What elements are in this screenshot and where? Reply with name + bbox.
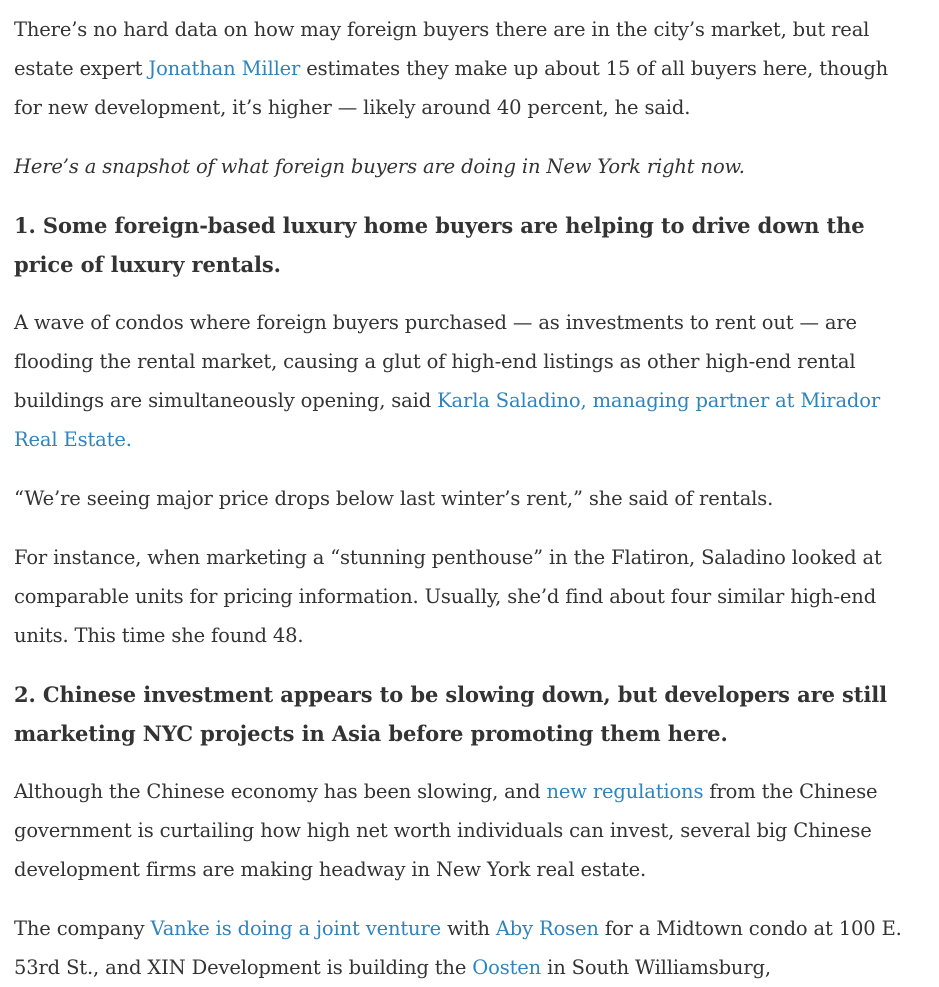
- link-aby-rosen[interactable]: Aby Rosen: [495, 917, 599, 940]
- paragraph-flatiron-penthouse: For instance, when marketing a “stunning penthouse” in the Flatiron, Saladino looked at comparable units for pricing information. Usually, she’d find about four similar high-end units. This time she found 48.: [14, 546, 882, 647]
- link-vanke-joint-venture[interactable]: Vanke is doing a joint venture: [150, 917, 442, 940]
- link-oosten[interactable]: Oosten: [472, 956, 542, 979]
- link-new-regulations[interactable]: new regulations: [546, 780, 704, 803]
- paragraph-text: The company: [14, 917, 151, 940]
- paragraph-vanke-xin: [14, 909, 917, 987]
- paragraph-text: estimates they make up about 15 of all buyers here, though for new development, it’s higher — likely around 40 percent, he said.: [14, 57, 889, 119]
- paragraph-chinese-economy: [14, 772, 917, 889]
- paragraph-text: There’s no hard data on how may foreign buyers there are in the city’s market, but real estate expert: [14, 18, 870, 80]
- paragraph-condo-wave: [14, 303, 917, 459]
- paragraph-text: A wave of condos where foreign buyers purchased — as investments to rent out — are flooding the rental market, causing a glut of high-end listings as other high-end rental buildings are simultaneously opening, said: [14, 311, 857, 412]
- paragraph-text: in South Williamsburg,: [541, 956, 771, 979]
- link-jonathan-miller[interactable]: Jonathan Miller: [148, 57, 301, 80]
- intro-italic-text: Here’s a snapshot of what foreign buyers are doing in New York right now.: [14, 155, 745, 178]
- link-karla-saladino[interactable]: Karla Saladino, managing partner at Mirador Real Estate.: [14, 389, 881, 451]
- paragraph-foreign-buyers-estimate: [14, 10, 917, 127]
- paragraph-text: for a Midtown condo at 100 E. 53rd St., and XIN Development is building the: [14, 917, 902, 979]
- paragraph-text: Although the Chinese economy has been slowing, and: [14, 780, 547, 803]
- paragraph-text: from the Chinese government is curtailing how high net worth individuals can invest, several big Chinese development firms are making headway in New York real estate.: [14, 780, 878, 881]
- paragraph-quote-price-drops: “We’re seeing major price drops below last winter’s rent,” she said of rentals.: [14, 487, 774, 510]
- section-heading-chinese-investment: 2. Chinese investment appears to be slowing down, but developers are still marketing NYC projects in Asia before promoting them here.: [14, 682, 888, 746]
- paragraph-text: with: [441, 917, 496, 940]
- section-heading-luxury-rentals: 1. Some foreign-based luxury home buyers are helping to drive down the price of luxury rentals.: [14, 213, 865, 277]
